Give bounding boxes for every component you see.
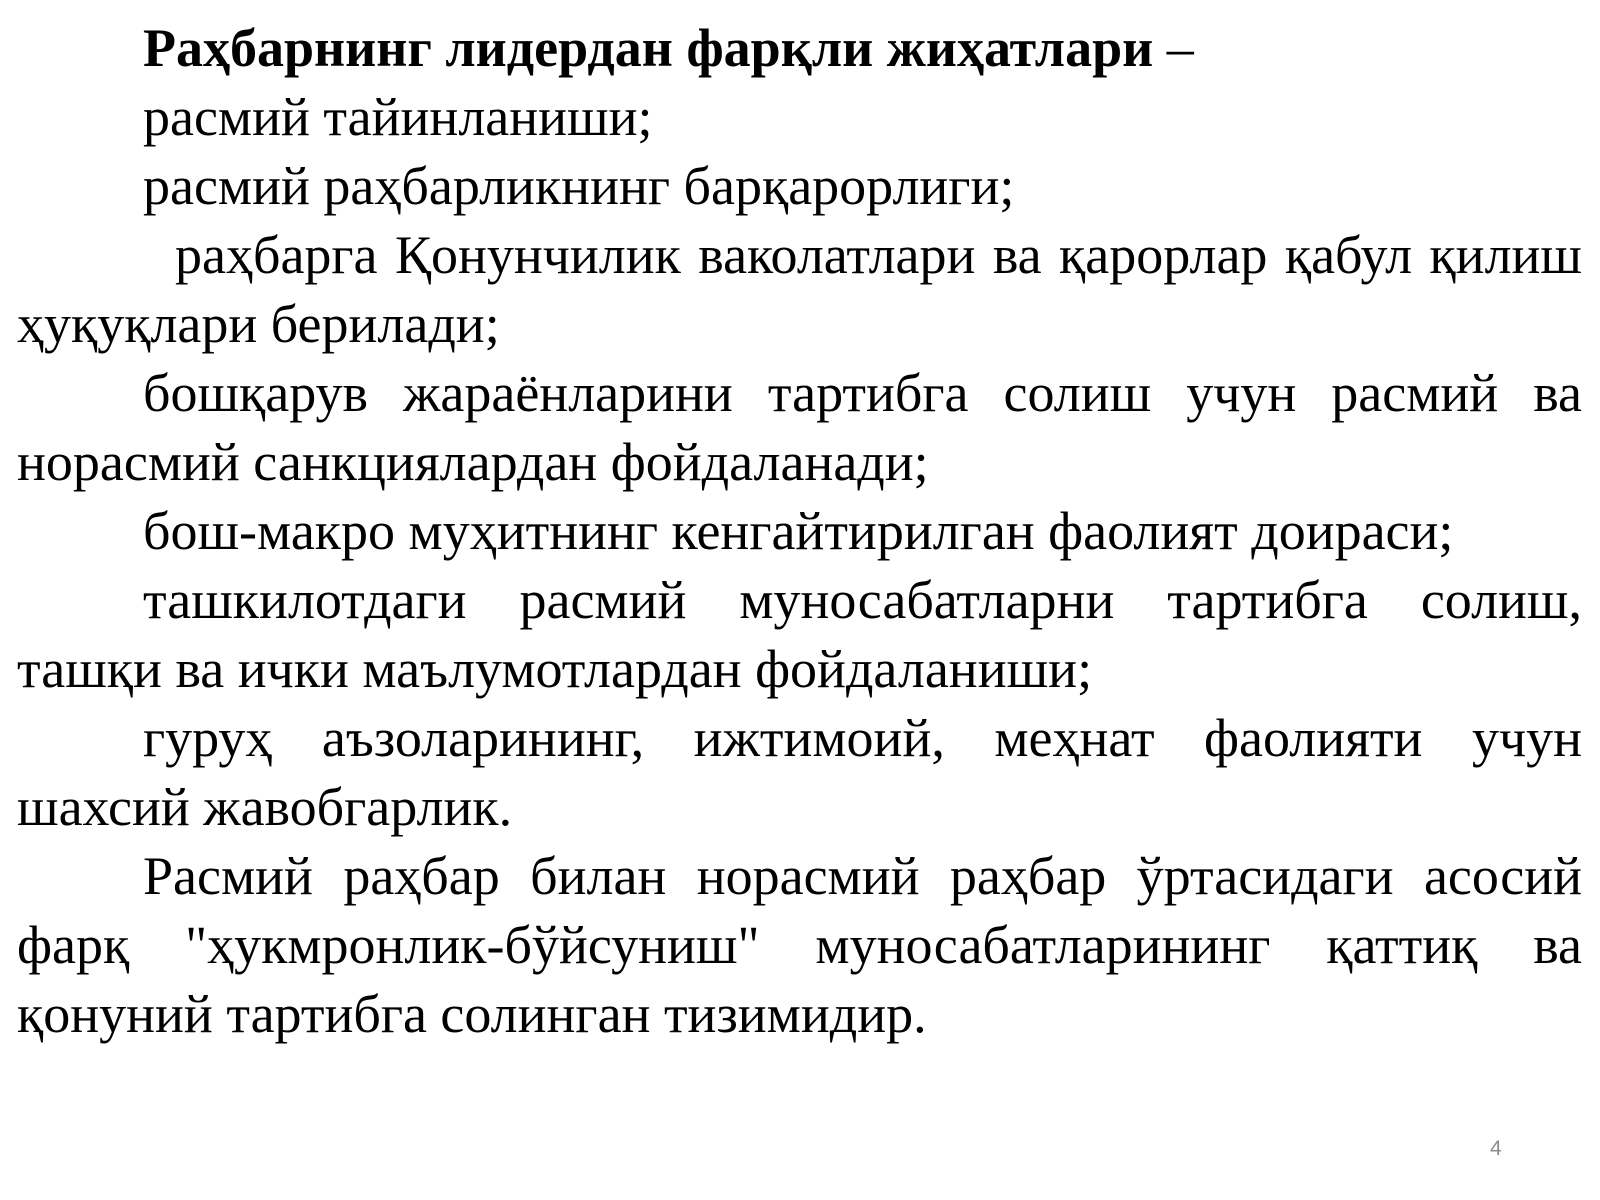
conclusion-paragraph: Расмий раҳбар билан норасмий раҳбар ўртасидаги асосий фарқ "ҳукмронлик-бўйсуниш" муносабатларининг қаттиқ ва қонуний тартибга солинган тизимидир.	[17, 846, 1582, 1044]
list-item: гуруҳ аъзоларининг, ижтимоий, меҳнат фаолияти учун шахсий жавобгарлик.	[17, 708, 1582, 837]
heading-dash: –	[1153, 18, 1194, 78]
heading-text: Раҳбарнинг лидердан фарқли жиҳатлари	[143, 18, 1154, 78]
slide-body	[17, 14, 1582, 1049]
list-item: расмий тайинланиши;	[143, 87, 653, 147]
list-item: ташкилотдаги расмий муносабатларни тартибга солиш, ташқи ва ички маълумотлардан фойдаланиши;	[17, 570, 1582, 699]
list-item: расмий раҳбарликнинг барқарорлиги;	[143, 156, 1015, 216]
slide-heading	[17, 14, 1582, 83]
page-number: 4	[1490, 1137, 1502, 1160]
list-item: бош-макро муҳитнинг кенгайтирилган фаолият доираси;	[143, 501, 1454, 561]
list-item: бошқарув жараёнларини тартибга солиш учун расмий ва норасмий санкциялардан фойдаланади;	[17, 363, 1582, 492]
list-item: раҳбарга Қонунчилик ваколатлари ва қарорлар қабул қилиш ҳуқуқлари берилади;	[17, 225, 1582, 354]
